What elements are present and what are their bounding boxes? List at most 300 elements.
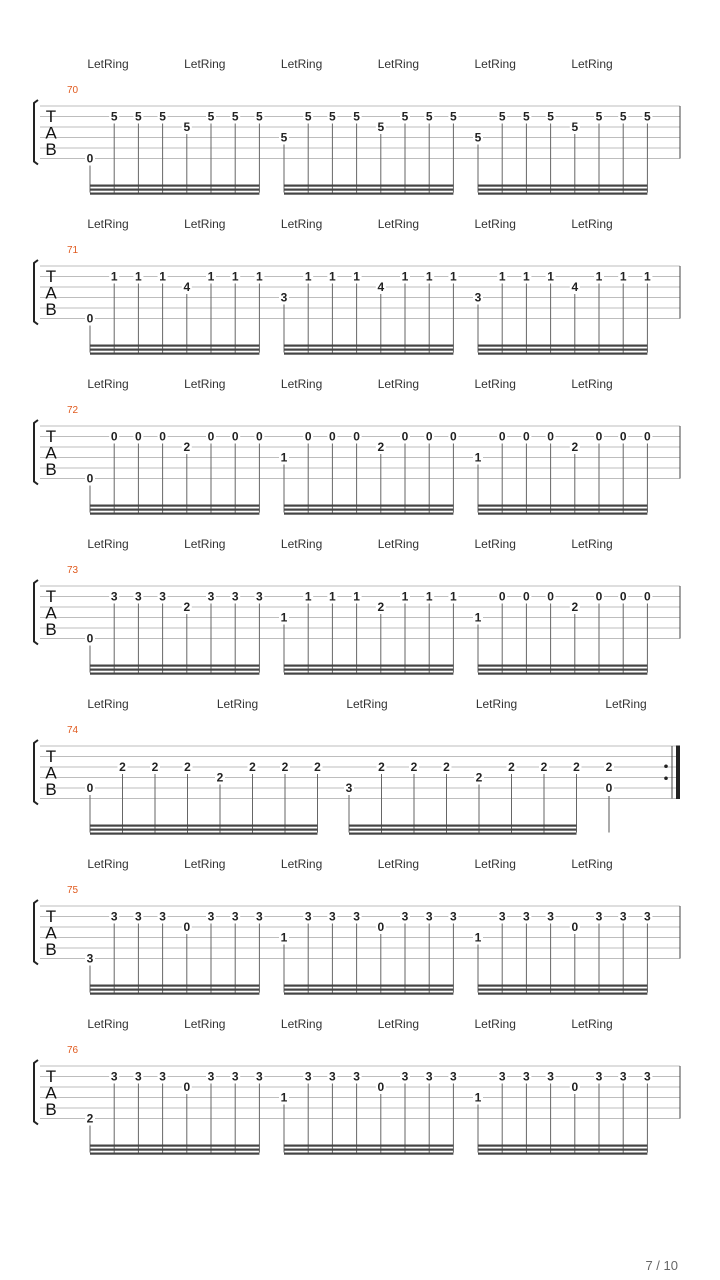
beam	[478, 985, 647, 987]
fret-number: 3	[547, 909, 554, 924]
fret-number: 5	[377, 120, 385, 134]
fret-number: 0	[595, 429, 603, 444]
repeat-dot	[664, 764, 668, 768]
fret-number: 1	[450, 269, 457, 284]
tab-system-70	[34, 57, 680, 195]
fret-number: 3	[256, 589, 263, 604]
fret-number: 2	[443, 760, 450, 774]
beam	[478, 669, 647, 671]
fret-number: 1	[498, 269, 506, 284]
let-ring-label: LetRing	[377, 537, 420, 551]
beam	[90, 349, 259, 351]
fret-number: 3	[595, 1069, 603, 1084]
fret-number: 0	[523, 589, 530, 604]
fret-number: 5	[159, 109, 166, 124]
fret-number: 2	[571, 600, 579, 614]
fret-number: 4	[377, 280, 385, 294]
fret-number: 3	[644, 909, 651, 924]
system-bracket	[34, 740, 38, 805]
fret-number: 3	[345, 781, 353, 795]
let-ring-label: LetRing	[571, 537, 613, 551]
fret-number: 2	[508, 760, 515, 774]
let-ring-label: LetRing	[377, 57, 420, 71]
beam	[90, 185, 259, 187]
let-ring-label: LetRing	[184, 377, 226, 391]
fret-number: 0	[86, 151, 94, 166]
tab-letter-b: B	[45, 460, 57, 479]
fret-number: 1	[425, 589, 433, 604]
page-number: 7 / 10	[645, 1258, 678, 1273]
measure-number: 74	[67, 725, 79, 736]
fret-number: 3	[401, 1069, 409, 1084]
tab-letter-a: A	[45, 923, 57, 943]
let-ring-label: LetRing	[280, 377, 323, 391]
fret-number: 1	[401, 269, 409, 284]
let-ring-label: LetRing	[87, 217, 129, 231]
beam	[478, 505, 647, 507]
let-ring-label: LetRing	[87, 857, 129, 871]
beam	[478, 673, 647, 675]
fret-number: 3	[619, 1069, 627, 1084]
fret-number: 1	[256, 269, 263, 284]
tab-letter-a: A	[45, 1083, 57, 1103]
tab-system-76	[34, 1017, 680, 1155]
fret-number: 0	[571, 920, 579, 934]
fret-number: 0	[304, 429, 312, 444]
fret-number: 0	[329, 429, 336, 444]
fret-number: 1	[280, 1090, 288, 1105]
fret-number: 3	[231, 589, 239, 604]
beam	[349, 825, 577, 827]
tab-letter-t: T	[45, 587, 57, 606]
let-ring-label: LetRing	[280, 217, 323, 231]
system-bracket	[34, 1060, 38, 1125]
fret-number: 0	[401, 429, 409, 444]
beam	[90, 353, 259, 355]
fret-number: 2	[377, 600, 385, 614]
let-ring-label: LetRing	[87, 377, 129, 391]
fret-number: 0	[183, 920, 191, 934]
fret-number: 5	[256, 109, 263, 124]
fret-number: 1	[353, 589, 360, 604]
fret-number: 3	[280, 290, 288, 305]
fret-number: 3	[498, 909, 506, 924]
fret-number: 2	[249, 760, 256, 774]
fret-number: 3	[135, 909, 142, 924]
fret-number: 0	[135, 429, 142, 444]
beam	[90, 669, 259, 671]
tab-letter-t: T	[45, 427, 57, 446]
fret-number: 3	[329, 909, 336, 924]
let-ring-label: LetRing	[346, 697, 388, 711]
beam	[284, 673, 453, 675]
beam	[284, 1149, 453, 1151]
let-ring-label: LetRing	[571, 857, 613, 871]
fret-number: 5	[401, 109, 409, 124]
fret-number: 5	[619, 109, 627, 124]
let-ring-label: LetRing	[474, 57, 516, 71]
fret-number: 0	[86, 471, 94, 486]
beam	[90, 193, 259, 195]
beam	[478, 345, 647, 347]
beam	[478, 1145, 647, 1147]
let-ring-label: LetRing	[184, 857, 226, 871]
fret-number: 5	[547, 109, 554, 124]
beam	[284, 353, 453, 355]
beam	[284, 185, 453, 187]
beam	[90, 665, 259, 667]
beam	[284, 513, 453, 515]
fret-number: 3	[207, 1069, 215, 1084]
beam	[90, 1145, 259, 1147]
fret-number: 0	[547, 589, 554, 604]
beam	[90, 189, 259, 191]
let-ring-label: LetRing	[571, 377, 613, 391]
beam	[90, 829, 318, 831]
fret-number: 3	[595, 909, 603, 924]
fret-number: 5	[231, 109, 239, 124]
beam	[90, 989, 259, 991]
fret-number: 3	[159, 909, 166, 924]
beam	[90, 505, 259, 507]
fret-number: 3	[401, 909, 409, 924]
fret-number: 3	[135, 1069, 142, 1084]
beam	[90, 985, 259, 987]
let-ring-label: LetRing	[280, 857, 323, 871]
let-ring-label: LetRing	[474, 537, 516, 551]
tab-letter-t: T	[45, 107, 57, 126]
let-ring-label: LetRing	[280, 1017, 323, 1031]
fret-number: 1	[425, 269, 433, 284]
beam	[90, 513, 259, 515]
fret-number: 2	[183, 440, 191, 454]
tab-letter-b: B	[45, 300, 57, 319]
fret-number: 0	[595, 589, 603, 604]
fret-number: 2	[475, 770, 483, 785]
fret-number: 5	[425, 109, 433, 124]
tab-letter-a: A	[45, 443, 57, 463]
tab-letter-t: T	[45, 747, 57, 766]
tab-letter-b: B	[45, 140, 57, 159]
fret-number: 0	[110, 429, 118, 444]
let-ring-label: LetRing	[571, 1017, 613, 1031]
beam	[349, 833, 577, 835]
fret-number: 3	[329, 1069, 336, 1084]
fret-number: 2	[216, 770, 224, 785]
fret-number: 0	[86, 781, 94, 795]
fret-number: 2	[573, 760, 580, 774]
fret-number: 5	[523, 109, 530, 124]
fret-number: 0	[231, 429, 239, 444]
beam	[478, 513, 647, 515]
beam	[284, 1145, 453, 1147]
fret-number: 1	[644, 269, 651, 284]
fret-number: 0	[159, 429, 166, 444]
tab-system-73	[34, 537, 680, 675]
let-ring-label: LetRing	[280, 57, 323, 71]
fret-number: 0	[644, 429, 651, 444]
fret-number: 1	[474, 610, 482, 625]
beam	[349, 829, 577, 831]
fret-number: 1	[231, 269, 239, 284]
fret-number: 1	[135, 269, 142, 284]
let-ring-label: LetRing	[184, 57, 226, 71]
beam	[284, 189, 453, 191]
fret-number: 3	[256, 909, 263, 924]
tab-system-75	[34, 857, 680, 995]
measure-number: 76	[67, 1045, 79, 1056]
let-ring-label: LetRing	[216, 697, 259, 711]
fret-number: 0	[377, 1080, 385, 1094]
fret-number: 3	[110, 589, 118, 604]
fret-number: 5	[304, 109, 312, 124]
tab-system-72	[34, 377, 680, 515]
tab-letter-t: T	[45, 907, 57, 926]
fret-number: 0	[547, 429, 554, 444]
tab-letter-t: T	[45, 1067, 57, 1086]
let-ring-label: LetRing	[184, 537, 226, 551]
fret-number: 2	[151, 760, 159, 774]
let-ring-label: LetRing	[571, 57, 613, 71]
fret-number: 3	[304, 1069, 312, 1084]
tab-letter-a: A	[45, 603, 57, 623]
fret-number: 3	[231, 1069, 239, 1084]
fret-number: 0	[377, 920, 385, 934]
let-ring-label: LetRing	[474, 217, 516, 231]
tab-letter-b: B	[45, 780, 57, 799]
tab-letter-b: B	[45, 940, 57, 959]
fret-number: 3	[256, 1069, 263, 1084]
repeat-dot	[664, 776, 668, 780]
fret-number: 1	[280, 610, 288, 625]
fret-number: 0	[425, 429, 433, 444]
fret-number: 5	[474, 130, 482, 145]
let-ring-label: LetRing	[87, 697, 129, 711]
fret-number: 3	[450, 909, 457, 924]
let-ring-label: LetRing	[377, 857, 420, 871]
fret-number: 2	[571, 440, 579, 454]
beam	[284, 669, 453, 671]
fret-number: 1	[619, 269, 627, 284]
fret-number: 0	[523, 429, 530, 444]
beam	[284, 509, 453, 511]
beam	[284, 345, 453, 347]
fret-number: 1	[474, 930, 482, 945]
tab-letter-a: A	[45, 123, 57, 143]
beam	[284, 985, 453, 987]
fret-number: 1	[401, 589, 409, 604]
fret-number: 1	[329, 269, 336, 284]
fret-number: 1	[159, 269, 166, 284]
tab-system-71	[34, 217, 680, 355]
beam	[478, 509, 647, 511]
fret-number: 2	[378, 760, 385, 774]
let-ring-label: LetRing	[87, 537, 129, 551]
fret-number: 1	[547, 269, 554, 284]
fret-number: 3	[498, 1069, 506, 1084]
let-ring-label: LetRing	[377, 377, 420, 391]
fret-number: 1	[207, 269, 215, 284]
beam	[478, 189, 647, 191]
let-ring-label: LetRing	[184, 217, 226, 231]
let-ring-label: LetRing	[474, 857, 516, 871]
beam	[284, 505, 453, 507]
final-repeat-bar	[676, 746, 680, 800]
beam	[284, 1153, 453, 1155]
let-ring-label: LetRing	[571, 217, 613, 231]
fret-number: 1	[304, 269, 312, 284]
beam	[284, 349, 453, 351]
system-bracket	[34, 420, 38, 485]
fret-number: 3	[547, 1069, 554, 1084]
fret-number: 5	[207, 109, 215, 124]
let-ring-label: LetRing	[474, 377, 516, 391]
system-bracket	[34, 100, 38, 165]
fret-number: 3	[135, 589, 142, 604]
fret-number: 3	[231, 909, 239, 924]
fret-number: 0	[256, 429, 263, 444]
beam	[90, 993, 259, 995]
beam	[90, 1149, 259, 1151]
fret-number: 2	[540, 760, 548, 774]
beam	[90, 509, 259, 511]
beam	[478, 353, 647, 355]
fret-number: 0	[86, 311, 94, 326]
fret-number: 3	[86, 951, 94, 966]
fret-number: 0	[619, 429, 627, 444]
fret-number: 3	[425, 1069, 433, 1084]
fret-number: 5	[183, 120, 191, 134]
fret-number: 1	[110, 269, 118, 284]
fret-number: 2	[377, 440, 385, 454]
fret-number: 0	[619, 589, 627, 604]
tab-system-74	[34, 697, 680, 835]
fret-number: 5	[498, 109, 506, 124]
fret-number: 2	[86, 1111, 94, 1126]
fret-number: 4	[183, 280, 191, 294]
fret-number: 1	[474, 450, 482, 465]
tab-letter-b: B	[45, 1100, 57, 1119]
fret-number: 1	[304, 589, 312, 604]
system-bracket	[34, 900, 38, 965]
fret-number: 5	[110, 109, 118, 124]
measure-number: 72	[67, 405, 79, 416]
fret-number: 5	[450, 109, 457, 124]
fret-number: 2	[119, 760, 126, 774]
fret-number: 0	[498, 429, 506, 444]
let-ring-label: LetRing	[377, 217, 420, 231]
fret-number: 2	[184, 760, 191, 774]
beam	[284, 665, 453, 667]
let-ring-label: LetRing	[474, 1017, 516, 1031]
beam	[478, 1149, 647, 1151]
beam	[90, 825, 318, 827]
beam	[90, 673, 259, 675]
fret-number: 0	[183, 1080, 191, 1094]
fret-number: 1	[595, 269, 603, 284]
fret-number: 3	[474, 290, 482, 305]
tab-letter-a: A	[45, 763, 57, 783]
fret-number: 5	[595, 109, 603, 124]
fret-number: 4	[571, 280, 579, 294]
fret-number: 3	[159, 589, 166, 604]
fret-number: 0	[353, 429, 360, 444]
fret-number: 2	[281, 760, 289, 774]
fret-number: 3	[207, 589, 215, 604]
fret-number: 3	[353, 909, 360, 924]
fret-number: 5	[644, 109, 651, 124]
fret-number: 3	[110, 909, 118, 924]
tab-letter-b: B	[45, 620, 57, 639]
system-bracket	[34, 260, 38, 325]
beam	[478, 185, 647, 187]
fret-number: 2	[410, 760, 418, 774]
fret-number: 5	[353, 109, 360, 124]
system-bracket	[34, 580, 38, 645]
tab-letter-t: T	[45, 267, 57, 286]
let-ring-label: LetRing	[377, 1017, 420, 1031]
fret-number: 0	[605, 781, 613, 795]
fret-number: 1	[329, 589, 336, 604]
fret-number: 5	[280, 130, 288, 145]
let-ring-label: LetRing	[605, 697, 647, 711]
fret-number: 0	[450, 429, 457, 444]
beam	[90, 833, 318, 835]
fret-number: 3	[110, 1069, 118, 1084]
beam	[478, 349, 647, 351]
fret-number: 2	[183, 600, 191, 614]
fret-number: 3	[353, 1069, 360, 1084]
measure-number: 73	[67, 565, 79, 576]
fret-number: 0	[86, 631, 94, 646]
fret-number: 3	[159, 1069, 166, 1084]
fret-number: 3	[304, 909, 312, 924]
let-ring-label: LetRing	[87, 1017, 129, 1031]
fret-number: 2	[314, 760, 321, 774]
fret-number: 1	[353, 269, 360, 284]
let-ring-label: LetRing	[87, 57, 129, 71]
fret-number: 3	[450, 1069, 457, 1084]
fret-number: 0	[498, 589, 506, 604]
fret-number: 5	[135, 109, 142, 124]
beam	[478, 989, 647, 991]
beam	[90, 1153, 259, 1155]
fret-number: 0	[571, 1080, 579, 1094]
fret-number: 0	[644, 589, 651, 604]
fret-number: 3	[523, 909, 530, 924]
beam	[284, 993, 453, 995]
fret-number: 1	[523, 269, 530, 284]
fret-number: 3	[207, 909, 215, 924]
beam	[90, 345, 259, 347]
fret-number: 1	[280, 450, 288, 465]
fret-number: 1	[280, 930, 288, 945]
fret-number: 1	[450, 589, 457, 604]
fret-number: 5	[571, 120, 579, 134]
tab-letter-a: A	[45, 283, 57, 303]
measure-number: 75	[67, 885, 79, 896]
beam	[478, 665, 647, 667]
beam	[478, 993, 647, 995]
let-ring-label: LetRing	[475, 697, 518, 711]
beam	[284, 193, 453, 195]
fret-number: 2	[605, 760, 613, 774]
let-ring-label: LetRing	[280, 537, 323, 551]
beam	[478, 1153, 647, 1155]
fret-number: 1	[474, 1090, 482, 1105]
let-ring-label: LetRing	[184, 1017, 226, 1031]
measure-number: 71	[67, 245, 79, 256]
